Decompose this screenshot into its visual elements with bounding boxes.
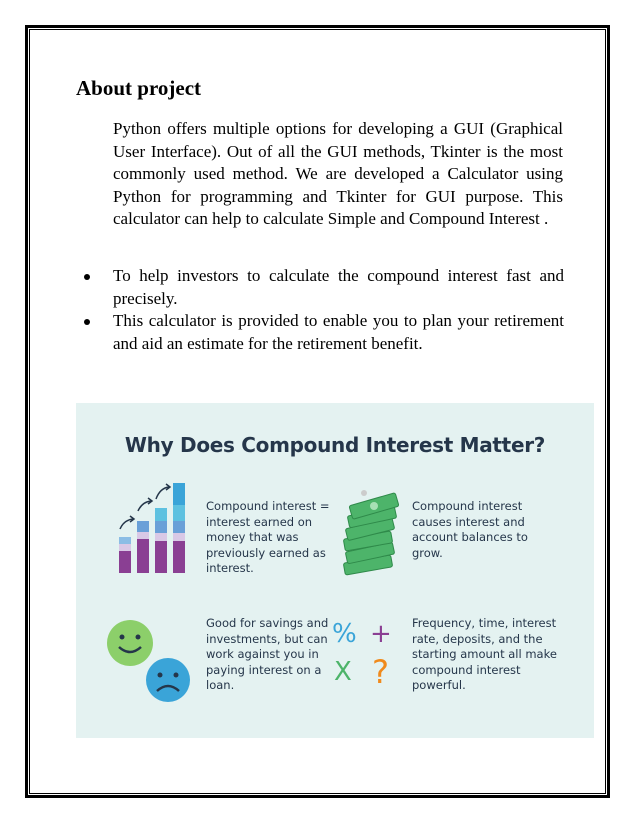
bar-growth-icon xyxy=(116,479,196,574)
smiley-faces-icon xyxy=(106,618,198,713)
times-icon: X xyxy=(334,657,352,687)
info-text-powerful-factors: Frequency, time, interest rate, deposits, and the starting amount all make compound interest powerful. xyxy=(412,616,557,692)
question-icon: ? xyxy=(372,653,389,691)
info-text-savings-loans: Good for savings and investments, but can work against you in paying interest on a loan. xyxy=(206,616,329,692)
infographic xyxy=(76,403,594,738)
info-text-balance-growth: Compound interest causes interest and account balances to grow. xyxy=(412,499,528,560)
plus-icon: + xyxy=(370,619,392,649)
info-text-compound-definition: Compound interest = interest earned on money that was previously earned as interest. xyxy=(206,499,330,575)
bullet-item xyxy=(84,265,564,310)
intro-paragraph: Python offers multiple options for developing a GUI (Graphical User Interface). Out of all the GUI methods, Tkinter is the most commonly used method. We are developed a Calculator using Python for programming and Tkinter for GUI purpose. This calculator can help to calculate Simple and Compound Interest . xyxy=(113,119,563,228)
section-heading: About project xyxy=(76,76,202,100)
bullet-dot-icon xyxy=(84,319,90,325)
money-stack-icon xyxy=(338,487,413,582)
bullet-item xyxy=(84,310,564,355)
bullet-text: To help investors to calculate the compound interest fast and precisely. xyxy=(113,266,564,308)
bullet-dot-icon xyxy=(84,274,90,280)
bullet-list xyxy=(84,265,564,355)
infographic-title: Why Does Compound Interest Matter? xyxy=(124,433,546,457)
percent-icon: % xyxy=(332,619,357,649)
bullet-text: This calculator is provided to enable you to plan your retirement and aid an estimate for the retirement benefit. xyxy=(113,311,564,353)
